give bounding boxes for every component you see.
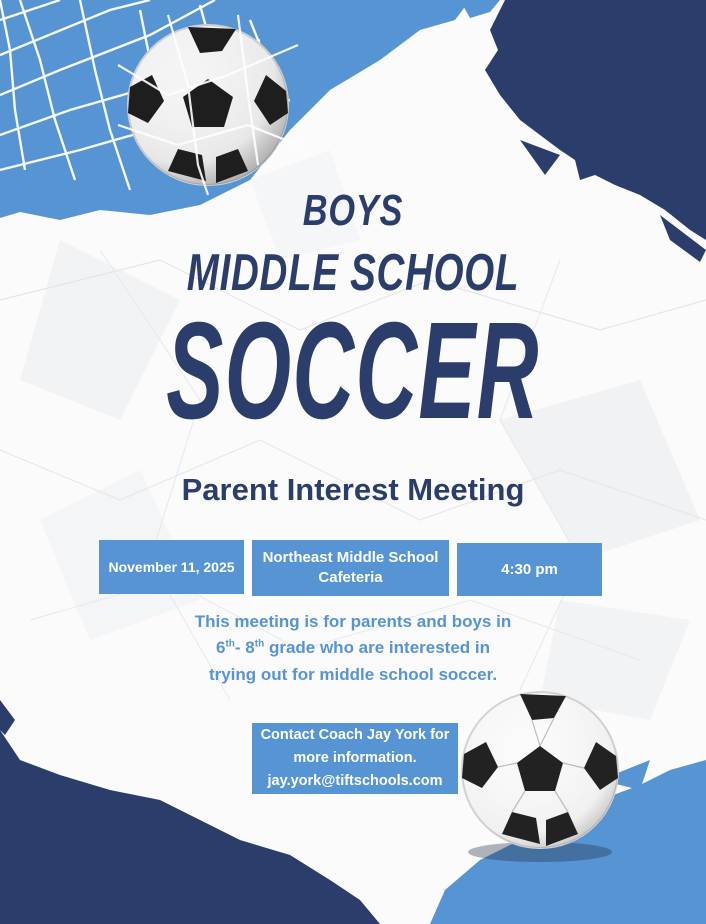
description-line-3: trying out for middle school soccer. [208, 665, 498, 684]
title-soccer: SOCCER [166, 294, 540, 448]
contact-line-2: more information. [293, 750, 417, 766]
grade-end-suffix: th [254, 638, 265, 650]
description-line-1: This meeting is for parents and boys in [194, 612, 512, 631]
date-text: November 11, 2025 [108, 559, 235, 575]
soccer-ball-icon [462, 692, 618, 848]
grade-start: 6 [216, 638, 226, 657]
title-middle-school: MIDDLE SCHOOL [186, 244, 520, 302]
time-box [457, 543, 602, 596]
contact-line-1: Contact Coach Jay York for [260, 727, 450, 743]
description-line-2-rest: grade who are interested in [264, 638, 490, 657]
grade-start-suffix: th [225, 638, 235, 650]
time-text: 4:30 pm [501, 560, 558, 578]
location-box [252, 540, 449, 596]
date-box [99, 540, 244, 594]
subtitle-parent-interest-meeting: Parent Interest Meeting [181, 472, 525, 507]
location-text: Northeast Middle School Cafeteria [262, 549, 439, 586]
contact-box [252, 723, 458, 794]
contact-email[interactable]: jay.york@tiftschools.com [267, 773, 443, 789]
grade-separator: - 8 [234, 638, 255, 657]
description-line-2 [0, 635, 706, 661]
title-boys: BOYS [302, 186, 404, 235]
